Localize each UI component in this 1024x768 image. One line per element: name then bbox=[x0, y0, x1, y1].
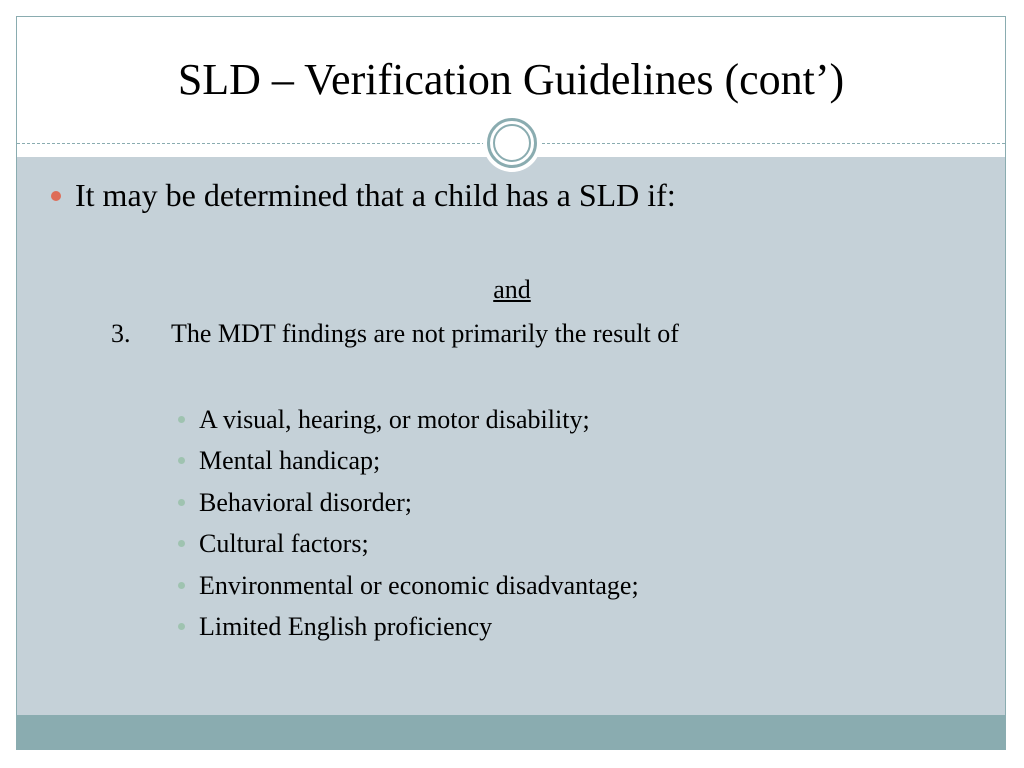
main-bullet-item bbox=[75, 175, 676, 215]
sub-bullet-text: Mental handicap; bbox=[199, 446, 381, 476]
numbered-item bbox=[111, 317, 679, 351]
sub-bullet-item bbox=[199, 565, 639, 606]
sub-bullet-text: Environmental or economic disadvantage; bbox=[199, 570, 639, 600]
bullet-dot-icon bbox=[51, 191, 61, 201]
sub-bullet-text: Limited English proficiency bbox=[199, 612, 493, 642]
sub-bullet-item bbox=[199, 440, 639, 481]
main-bullet-text: It may be determined that a child has a SLD if: bbox=[75, 177, 676, 213]
slide-frame bbox=[16, 16, 1006, 750]
numbered-item-text: The MDT findings are not primarily the result of bbox=[171, 319, 679, 348]
connector-text: and bbox=[493, 275, 531, 304]
sub-bullet-text: Behavioral disorder; bbox=[199, 487, 412, 517]
sub-bullet-item bbox=[199, 606, 639, 647]
footer-band bbox=[17, 715, 1005, 750]
item-number: 3. bbox=[111, 319, 131, 348]
circle-ornament-inner-ring bbox=[493, 124, 531, 162]
sub-bullet-dot-icon bbox=[178, 416, 185, 423]
sub-bullet-dot-icon bbox=[178, 582, 185, 589]
sub-bullet-item bbox=[199, 399, 639, 440]
sub-bullet-item bbox=[199, 482, 639, 523]
sub-bullet-dot-icon bbox=[178, 499, 185, 506]
sub-bullet-text: A visual, hearing, or motor disability; bbox=[199, 405, 590, 434]
sub-bullet-list bbox=[199, 399, 639, 647]
slide-title: SLD – Verification Guidelines (cont’) bbox=[177, 55, 845, 104]
sub-bullet-dot-icon bbox=[178, 623, 185, 630]
sub-bullet-text: Cultural factors; bbox=[199, 529, 369, 559]
sub-bullet-item bbox=[199, 523, 639, 564]
